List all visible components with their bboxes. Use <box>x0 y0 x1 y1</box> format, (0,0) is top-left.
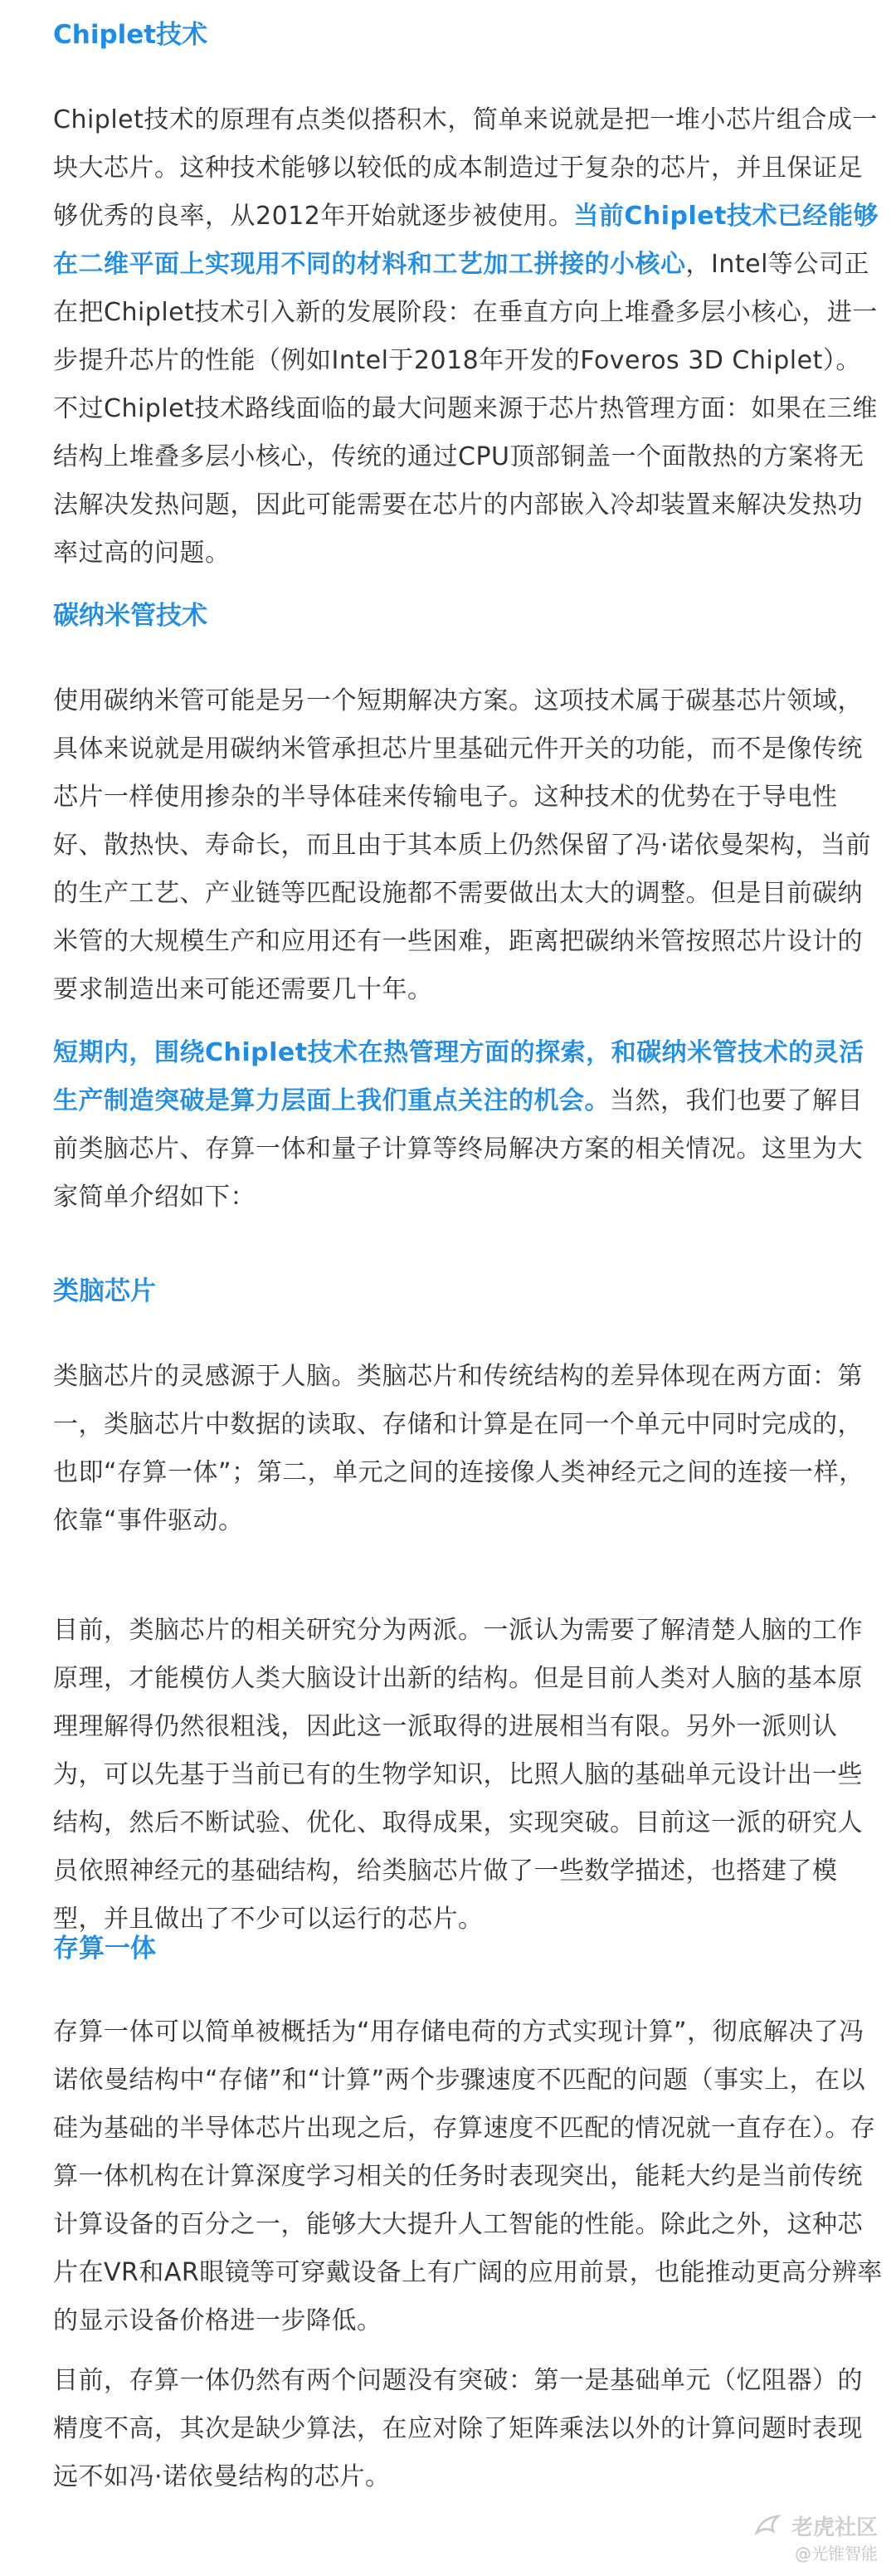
paragraph-compute-in-memory-intro: 存算一体可以简单被概括为“用存储电荷的方式实现计算”，彻底解决了冯诺依曼结构中“存储”和“计算”两个步骤速度不匹配的问题（事实上，在以硅为基础的半导体芯片出现之后，存算速度不匹配的情况就一直存在）。存算一体机构在计算深度学习相关的任务时表现突出，能耗大约是当前传统计算设备的百分之一，能够大大提升人工智能的性能。除此之外，这种芯片在VR和AR眼镜等可穿戴设备上有广阔的应用前景，也能推动更高分辨率的显示设备价格进一步降低。 <box>53 2017 883 2335</box>
paragraph-carbon-nanotube: 使用碳纳米管可能是另一个短期解决方案。这项技术属于碳基芯片领域，具体来说就是用碳纳米管承担芯片里基础元件开关的功能，而不是像传统芯片一样使用掺杂的半导体硅来传输电子。这种技术的优势在于导电性好、散热快、寿命长，而且由于其本质上仍然保留了冯·诺依曼架构，当前的生产工艺、产业链等匹配设施都不需要做出太大的调整。但是目前碳纳米管的大规模生产和应用还有一些困难，距离把碳纳米管按照芯片设计的要求制造出来可能还需要几十年。 <box>53 686 872 1004</box>
paragraph-brain-chip-intro: 类脑芯片的灵感源于人脑。类脑芯片和传统结构的差异体现在两方面：第一，类脑芯片中数据的读取、存储和计算是在同一个单元中同时完成的，也即“存算一体”；第二，单元之间的连接像人类神经元之间的连接一样，依靠“事件驱动。 <box>53 1362 864 1535</box>
heading-carbon-nanotube: 碳纳米管技术 <box>53 601 207 631</box>
watermark <box>753 2513 878 2564</box>
paragraph-short-term-text: 当然，我们也要了解目前类脑芯片、存算一体和量子计算等终局解决方案的相关情况。这里为大家简单介绍如下： <box>53 1086 863 1212</box>
heading-compute-in-memory: 存算一体 <box>53 1934 156 1964</box>
watermark-sub: @光锥智能 <box>795 2544 878 2564</box>
paragraph-short-term-highlight: 短期内，围绕Chiplet技术在热管理方面的探索，和碳纳米管技术的灵活生产制造突破是算力层面上我们重点关注的机会。 <box>53 1038 864 1115</box>
heading-brain-chip: 类脑芯片 <box>53 1276 156 1306</box>
paragraph-short-term-opportunity <box>53 1029 883 1222</box>
heading-chiplet: Chiplet技术 <box>53 20 208 50</box>
paragraph-compute-in-memory-issues: 目前，存算一体仍然有两个问题没有突破：第一是基础单元（忆阻器）的精度不高，其次是缺少算法，在应对除了矩阵乘法以外的计算问题时表现远不如冯·诺依曼结构的芯片。 <box>53 2366 863 2491</box>
paragraph-chiplet-highlight: 当前Chiplet技术已经能够在二维平面上实现用不同的材料和工艺加工拼接的小核心 <box>53 202 879 279</box>
paragraph-chiplet <box>53 96 883 578</box>
paragraph-chiplet-text-a: Chiplet技术的原理有点类似搭积木，简单来说就是把一堆小芯片组合成一块大芯片。这种技术能够以较低的成本制造过于复杂的芯片，并且保证足够优秀的良率，从2012年开始就逐步被使用。 <box>53 105 878 231</box>
paragraph-chiplet-text-b: ，Intel等公司正在把Chiplet技术引入新的发展阶段：在垂直方向上堆叠多层小核心，进一步提升芯片的性能（例如Intel于2018年开发的Foveros 3D Chiplet）。不过Chiplet技术路线面临的最大问题来源于芯片热管理方面：如果在三维结构上堆叠多层小核心，传统的通过CPU顶部铜盖一个面散热的方案将无法解决发热问题，因此可能需要在芯片的内部嵌入冷却装置来解决发热功率过高的问题。 <box>53 250 878 568</box>
watermark-main: 老虎社区 <box>791 2515 878 2540</box>
paragraph-brain-chip-research: 目前，类脑芯片的相关研究分为两派。一派认为需要了解清楚人脑的工作原理，才能模仿人类大脑设计出新的结构。但是目前人类对人脑的基本原理理解得仍然很粗浅，因此这一派取得的进展相当有限。另外一派则认为，可以先基于当前已有的生物学知识，比照人脑的基础单元设计出一些结构，然后不断试验、优化、取得成果，实现突破。目前这一派的研究人员依照神经元的基础结构，给类脑芯片做了一些数学描述，也搭建了模型，并且做出了不少可以运行的芯片。 <box>53 1616 863 1934</box>
tiger-logo-icon <box>753 2513 782 2543</box>
